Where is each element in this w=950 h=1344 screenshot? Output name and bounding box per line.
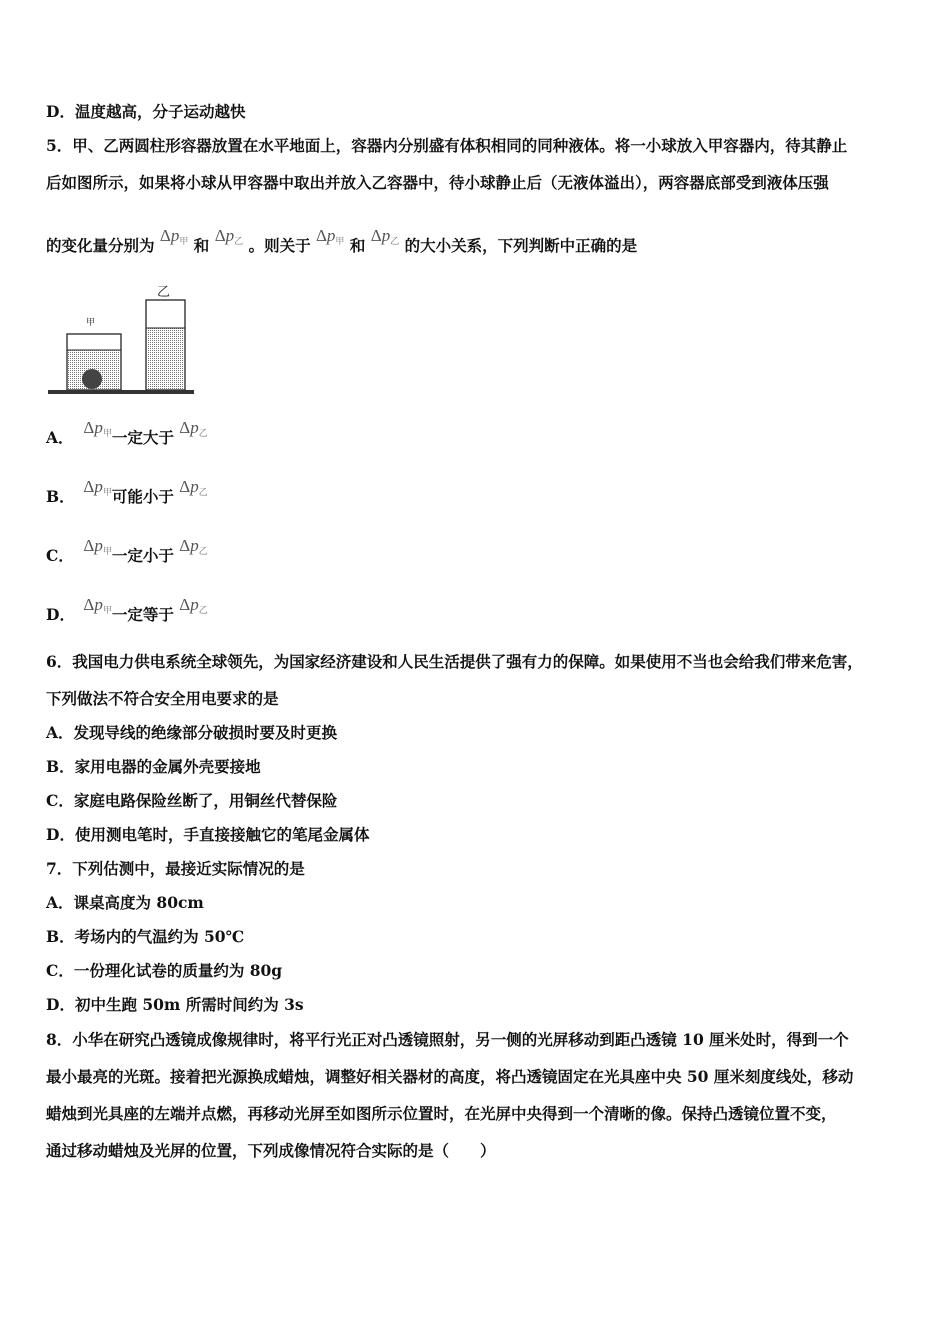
subscript-jia: 甲 — [102, 546, 112, 556]
subscript-yi: 乙 — [198, 605, 208, 615]
subscript-yi: 乙 — [198, 546, 208, 556]
delta-p-yi-formula — [179, 418, 207, 437]
delta-symbol: Δ — [370, 226, 382, 245]
option-label: B． — [46, 487, 75, 506]
q8-stem-line-4: 通过移动蜡烛及光屏的位置，下列成像情况符合实际的是（ ） — [46, 1141, 496, 1160]
p-symbol: p — [190, 477, 199, 496]
q5-stem-line-1: 5．甲、乙两圆柱形容器放置在水平地面上，容器内分别盛有体积相同的同种液体。将一小球放入甲容器内，待其静止 — [46, 136, 848, 155]
q5-text-b: 和 — [193, 236, 210, 255]
subscript-jia: 甲 — [335, 236, 345, 246]
p-symbol: p — [225, 226, 235, 245]
q7-stem: 7．下列估测中，最接近实际情况的是 — [46, 859, 305, 878]
q5-text-c: 。则关于 — [248, 236, 311, 255]
delta-p-jia-formula — [83, 477, 111, 496]
q7-option-a: A．课桌高度为 80cm — [46, 893, 204, 912]
delta-symbol: Δ — [315, 226, 327, 245]
ground — [48, 390, 194, 394]
delta-symbol: Δ — [83, 536, 95, 555]
ball — [82, 369, 102, 389]
delta-symbol: Δ — [83, 477, 95, 496]
p-symbol: p — [326, 226, 336, 245]
q5-option-a — [46, 418, 208, 453]
delta-symbol: Δ — [159, 226, 171, 245]
subscript-yi: 乙 — [198, 428, 208, 438]
q8-stem-line-1: 8．小华在研究凸透镜成像规律时，将平行光正对凸透镜照射，另一侧的光屏移动到距凸透镜 10 厘米处时，得到一个 — [46, 1030, 849, 1049]
q6-stem-line-1: 6．我国电力供电系统全球领先，为国家经济建设和人民生活提供了强有力的保障。如果使用不当也会给我们带来危害， — [46, 652, 863, 671]
subscript-yi: 乙 — [198, 487, 208, 497]
q7-option-c: C．一份理化试卷的质量约为 80g — [46, 961, 283, 980]
figure-label-jia: 甲 — [86, 318, 96, 328]
q5-option-c — [46, 536, 208, 571]
subscript-yi: 乙 — [390, 236, 400, 246]
p-symbol: p — [190, 536, 199, 555]
q5-stem-line-2: 后如图所示，如果将小球从甲容器中取出并放入乙容器中，待小球静止后（无液体溢出），两容器底部受到液体压强 — [46, 173, 829, 192]
delta-symbol: Δ — [179, 418, 191, 437]
q5-text-e: 的大小关系，下列判断中正确的是 — [404, 236, 638, 255]
delta-p-jia-formula — [83, 536, 111, 555]
q4-option-d: D．温度越高，分子运动越快 — [46, 102, 246, 121]
option-label: A． — [46, 428, 74, 447]
q6-option-a: A．发现导线的绝缘部分破损时要及时更换 — [46, 723, 338, 742]
q5-text-a: 的变化量分别为 — [46, 236, 155, 255]
q5-container-figure — [46, 278, 196, 400]
q5-option-b — [46, 477, 208, 512]
q5-stem-line-3 — [46, 226, 638, 261]
delta-p-yi-formula — [179, 477, 207, 496]
q5-text-d: 和 — [349, 236, 366, 255]
q6-option-b: B．家用电器的金属外壳要接地 — [46, 757, 261, 776]
delta-p-yi-formula — [179, 536, 207, 555]
p-symbol: p — [94, 477, 103, 496]
delta-p-yi-formula — [215, 226, 243, 245]
delta-p-jia-formula — [316, 226, 344, 245]
q8-stem-line-3: 蜡烛到光具座的左端并点燃，再移动光屏至如图所示位置时，在光屏中央得到一个清晰的像。保持凸透镜位置不变， — [46, 1104, 837, 1123]
delta-p-yi-formula — [371, 226, 399, 245]
figure-label-yi: 乙 — [157, 285, 171, 300]
delta-symbol: Δ — [83, 595, 95, 614]
subscript-jia: 甲 — [179, 236, 189, 246]
option-label: D． — [46, 605, 75, 624]
p-symbol: p — [94, 418, 103, 437]
q6-option-d: D．使用测电笔时，手直接接触它的笔尾金属体 — [46, 825, 370, 844]
q7-option-b: B．考场内的气温约为 50℃ — [46, 927, 245, 946]
delta-p-jia-formula — [83, 595, 111, 614]
p-symbol: p — [94, 595, 103, 614]
q8-stem-line-2: 最小最亮的光斑。接着把光源换成蜡烛，调整好相关器材的高度，将凸透镜固定在光具座中央 50 厘米刻度线处，移动 — [46, 1067, 854, 1086]
q5-option-d — [46, 595, 208, 630]
p-symbol: p — [190, 418, 199, 437]
p-symbol: p — [94, 536, 103, 555]
option-label: C． — [46, 546, 74, 565]
option-relation: 一定小于 — [111, 546, 174, 565]
subscript-jia: 甲 — [102, 487, 112, 497]
delta-symbol: Δ — [179, 477, 191, 496]
subscript-yi: 乙 — [234, 236, 244, 246]
delta-symbol: Δ — [83, 418, 95, 437]
subscript-jia: 甲 — [102, 605, 112, 615]
q6-option-c: C．家庭电路保险丝断了，用铜丝代替保险 — [46, 791, 338, 810]
q7-option-d: D．初中生跑 50m 所需时间约为 3s — [46, 995, 304, 1014]
delta-symbol: Δ — [179, 536, 191, 555]
option-relation: 可能小于 — [111, 487, 174, 506]
p-symbol: p — [381, 226, 391, 245]
p-symbol: p — [170, 226, 180, 245]
option-relation: 一定大于 — [111, 428, 174, 447]
delta-p-jia-formula — [83, 418, 111, 437]
option-relation: 一定等于 — [111, 605, 174, 624]
p-symbol: p — [190, 595, 199, 614]
subscript-jia: 甲 — [102, 428, 112, 438]
delta-symbol: Δ — [214, 226, 226, 245]
delta-p-jia-formula — [160, 226, 188, 245]
q6-stem-line-2: 下列做法不符合安全用电要求的是 — [46, 689, 279, 708]
liquid-yi — [147, 328, 184, 389]
delta-p-yi-formula — [179, 595, 207, 614]
delta-symbol: Δ — [179, 595, 191, 614]
